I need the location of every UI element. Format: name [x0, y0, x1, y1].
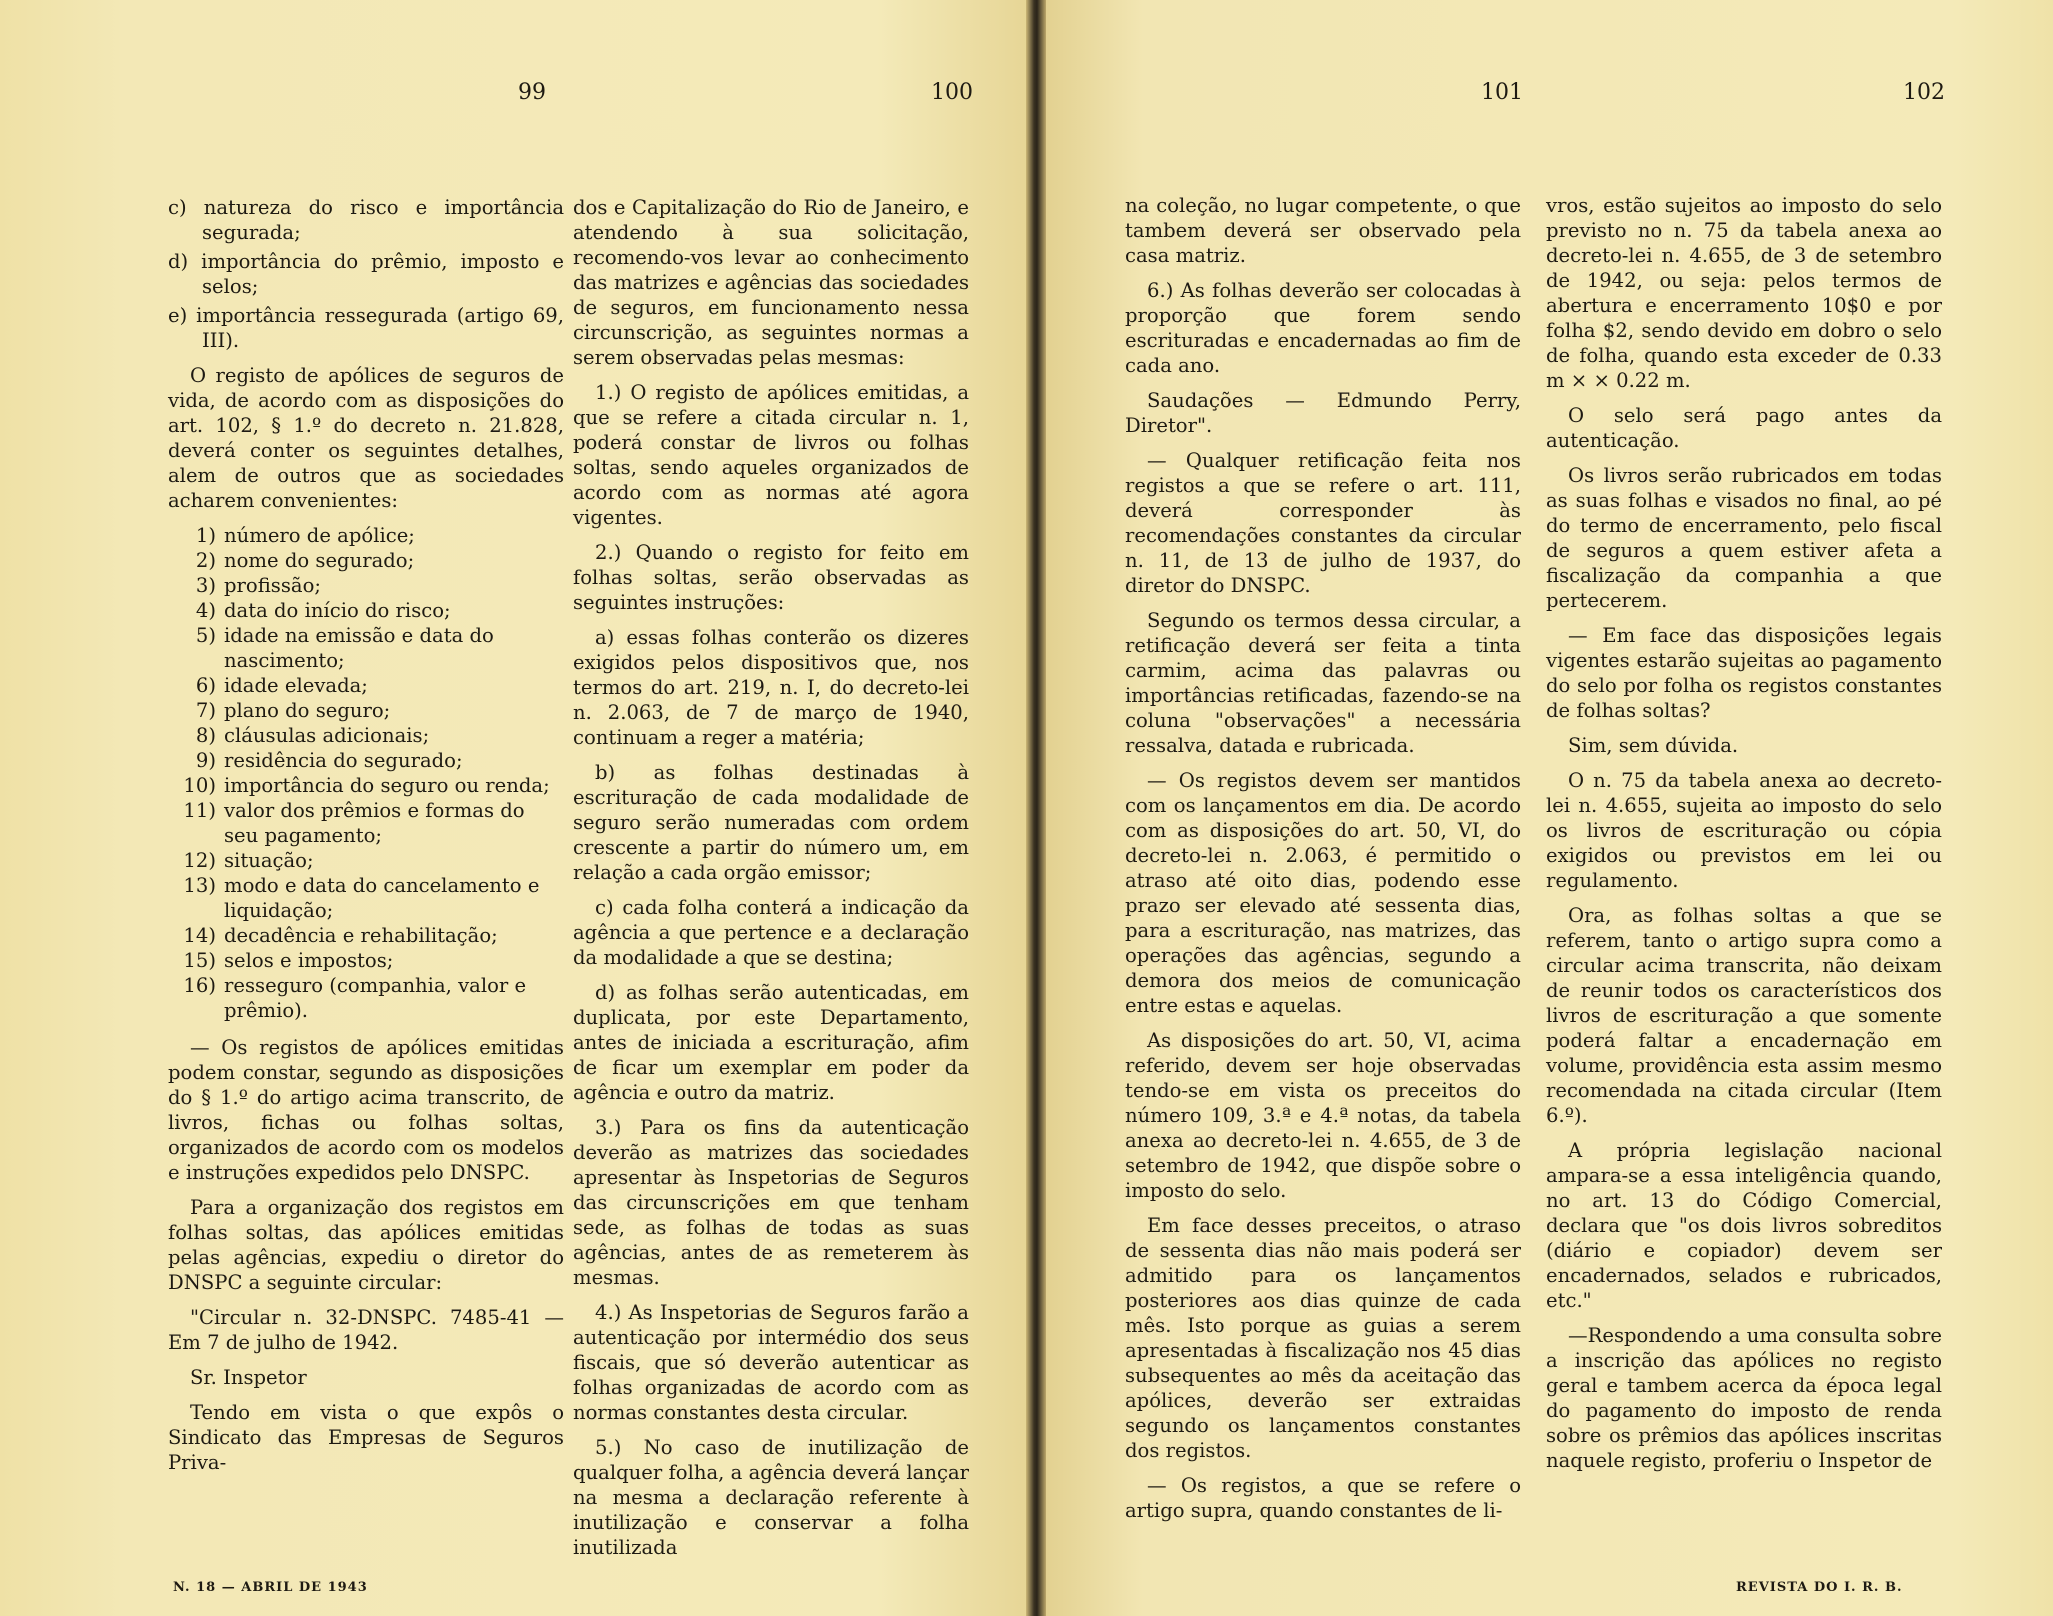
paragraph: — Os registos, a que se refere o artigo supra, quando constantes de li-	[1125, 1474, 1521, 1522]
paragraph: Sim, sem dúvida.	[1568, 734, 1739, 757]
footer-issue: N. 18 — ABRIL DE 1943	[173, 1580, 368, 1595]
paragraph: 3.) Para os fins da autenticação deverão as matrizes das sociedades apresentar às Inspetorias de Seguros das circunscrições em que tenham sede, as folhas de todas as suas agências, antes de as remeterem às mesmas.	[573, 1116, 969, 1289]
page-number-100: 100	[931, 80, 973, 105]
book-gutter	[1026, 0, 1046, 1616]
paragraph: — Os registos de apólices emitidas podem constar, segundo as disposições do § 1.º do artigo acima transcrito, de livros, fichas ou folhas soltas, organizados de acordo com os modelos e instruções expedidos pelo DNSPC.	[168, 1036, 564, 1184]
item-c: c) natureza do risco e importância segurada;	[168, 196, 564, 244]
page-number-101: 101	[1481, 80, 1523, 105]
list-item: 12) situação;	[183, 849, 314, 872]
paragraph: Segundo os termos dessa circular, a retificação deverá ser feita a tinta carmim, acima das palavras ou importâncias retificadas, fazendo-se na coluna "observações" a necessária ressalva, datada e rubricada.	[1125, 609, 1521, 757]
item-b: b) as folhas destinadas à escrituração de cada modalidade de seguro serão numeradas com ordem crescente a partir do número um, em relação a cada orgão emissor;	[573, 761, 969, 884]
paragraph: Para a organização dos registos em folhas soltas, das apólices emitidas pelas agências, expediu o diretor do DNSPC a seguinte circular:	[168, 1196, 564, 1294]
list-item: 1) número de apólice;	[195, 524, 415, 547]
paragraph: 5.) No caso de inutilização de qualquer folha, a agência deverá lançar na mesma a declaração referente à inutilização e conservar a folha inutilizada	[573, 1436, 969, 1559]
column-page-100	[573, 195, 969, 1570]
list-item: 8) cláusulas adicionais;	[195, 724, 430, 747]
paragraph: 6.) As folhas deverão ser colocadas à proporção que forem sendo escrituradas e encadernadas ao fim de cada ano.	[1125, 279, 1521, 377]
list-item: 9) residência do segurado;	[195, 749, 463, 772]
list-item: 10) importância do seguro ou renda;	[183, 774, 550, 797]
numbered-list	[168, 523, 564, 1023]
paragraph: Em face desses preceitos, o atraso de sessenta dias não mais poderá ser admitido para os lançamentos posteriores aos dias quinze de cada mês. Isto porque as guias a serem apresentadas à fiscalização nos 45 dias subsequentes ao mês da aceitação das apólices, deverão ser extraidas segundo os lançamentos constantes dos registos.	[1125, 1214, 1521, 1462]
list-item: 6) idade elevada;	[195, 674, 368, 697]
paragraph: O n. 75 da tabela anexa ao decreto-lei n. 4.655, sujeita ao imposto do selo os livros de escrituração ou cópia exigidos ou previstos em lei ou regulamento.	[1546, 769, 1942, 892]
paragraph: O registo de apólices de seguros de vida, de acordo com as disposições do art. 102, § 1.º do decreto n. 21.828, deverá conter os seguintes detalhes, alem de outros que as sociedades acharem convenientes:	[168, 364, 564, 512]
paragraph: Os livros serão rubricados em todas as suas folhas e visados no final, ao pé do termo de encerramento, pelo fiscal de seguros a quem estiver afeta a fiscalização da companhia a que pertecerem.	[1546, 464, 1942, 612]
column-page-99	[168, 195, 564, 1485]
item-a: a) essas folhas conterão os dizeres exigidos pelos dispositivos que, nos termos do art. 219, n. I, do decreto-lei n. 2.063, de 7 de março de 1940, continuam a reger a matéria;	[573, 626, 969, 749]
footer-journal: REVISTA DO I. R. B.	[1736, 1580, 1903, 1595]
page-number-99: 99	[518, 80, 546, 105]
paragraph: — Qualquer retificação feita nos registos a que se refere o art. 111, deverá corresponder às recomendações constantes da circular n. 11, de 13 de julho de 1937, do diretor do DNSPC.	[1125, 449, 1521, 597]
list-item: 7) plano do seguro;	[195, 699, 391, 722]
paragraph: A própria legislação nacional ampara-se a essa inteligência quando, no art. 13 do Código Comercial, declara que "os dois livros sobreditos (diário e copiador) devem ser encadernados, selados e rubricados, etc."	[1546, 1139, 1942, 1312]
paragraph: "Circular n. 32-DNSPC. 7485-41 — Em 7 de julho de 1942.	[168, 1306, 564, 1354]
list-item: 16) resseguro (companhia, valor e prêmio).	[183, 974, 527, 1022]
column-page-101	[1125, 193, 1521, 1533]
list-item: 13) modo e data do cancelamento e liquidação;	[183, 874, 540, 922]
paragraph: Tendo em vista o que expôs o Sindicato das Empresas de Seguros Priva-	[168, 1401, 564, 1474]
column-page-102	[1546, 193, 1942, 1483]
list-item: 5) idade na emissão e data do nascimento;	[195, 624, 494, 672]
list-item: 15) selos e impostos;	[183, 949, 394, 972]
item-c: c) cada folha conterá a indicação da agência a que pertence e a declaração da modalidade a que se destina;	[573, 896, 969, 969]
paragraph: —Respondendo a uma consulta sobre a inscrição das apólices no registo geral e tambem acerca da época legal do pagamento do imposto de renda sobre os prêmios das apólices inscritas naquele registo, proferiu o Inspetor de	[1546, 1324, 1942, 1472]
paragraph: vros, estão sujeitos ao imposto do selo previsto no n. 75 da tabela anexa ao decreto-lei n. 4.655, de 3 de setembro de 1942, ou seja: pelos termos de abertura e encerramento 10$0 e por folha $2, sendo devido em dobro o selo de folha, quando esta exceder de 0.33 m × × 0.22 m.	[1546, 194, 1942, 392]
list-item: 14) decadência e rehabilitação;	[183, 924, 498, 947]
list-item: 4) data do início do risco;	[195, 599, 451, 622]
paragraph: 2.) Quando o registo for feito em folhas soltas, serão observadas as seguintes instruções:	[573, 541, 969, 614]
list-item: 11) valor dos prêmios e formas do seu pagamento;	[183, 799, 525, 847]
paragraph: O selo será pago antes da autenticação.	[1546, 404, 1942, 452]
item-e: e) importância ressegurada (artigo 69, III).	[168, 304, 564, 352]
paragraph: Sr. Inspetor	[190, 1366, 307, 1389]
signature-line: Saudações — Edmundo Perry, Diretor".	[1125, 389, 1521, 437]
paragraph: na coleção, no lugar competente, o que tambem deverá ser observado pela casa matriz.	[1125, 194, 1521, 267]
paragraph: 1.) O registo de apólices emitidas, a que se refere a citada circular n. 1, poderá constar de livros ou folhas soltas, sendo aqueles organizados de acordo com as normas até agora vigentes.	[573, 381, 969, 529]
list-item: 2) nome do segurado;	[195, 549, 415, 572]
paragraph: 4.) As Inspetorias de Seguros farão a autenticação por intermédio dos seus fiscais, que só deverão autenticar as folhas organizadas de acordo com as normas constantes desta circular.	[573, 1301, 969, 1424]
item-d: d) as folhas serão autenticadas, em duplicata, por este Departamento, antes de iniciada a escrituração, afim de ficar um exemplar em poder da agência e outro da matriz.	[573, 981, 969, 1104]
paragraph: — Os registos devem ser mantidos com os lançamentos em dia. De acordo com as disposições do art. 50, VI, do decreto-lei n. 2.063, é permitido o atraso até oito dias, podendo esse prazo ser elevado até sessenta dias, para a escrituração, nas matrizes, das operações das agências, segundo a demora dos meios de comunicação entre estas e aquelas.	[1125, 769, 1521, 1017]
paragraph: Ora, as folhas soltas a que se referem, tanto o artigo supra como a circular acima transcrita, não deixam de reunir todos os característicos dos livros de escrituração a que somente poderá faltar a encadernação em volume, providência esta assim mesmo recomendada na citada circular (Item 6.º).	[1546, 904, 1942, 1127]
paragraph: — Em face das disposições legais vigentes estarão sujeitas ao pagamento do selo por folha os registos constantes de folhas soltas?	[1546, 624, 1942, 722]
paragraph: dos e Capitalização do Rio de Janeiro, e atendendo à sua solicitação, recomendo-vos levar ao conhecimento das matrizes e agências das sociedades de seguros, em funcionamento nessa circunscrição, as seguintes normas a serem observadas pelas mesmas:	[573, 196, 969, 369]
item-d: d) importância do prêmio, imposto e selos;	[168, 250, 564, 298]
list-item: 3) profissão;	[195, 574, 321, 597]
page-number-102: 102	[1903, 80, 1945, 105]
paragraph: As disposições do art. 50, VI, acima referido, devem ser hoje observadas tendo-se em vista os preceitos do número 109, 3.ª e 4.ª notas, da tabela anexa ao decreto-lei n. 4.655, de 3 de setembro de 1942, que dispõe sobre o imposto do selo.	[1125, 1029, 1521, 1202]
